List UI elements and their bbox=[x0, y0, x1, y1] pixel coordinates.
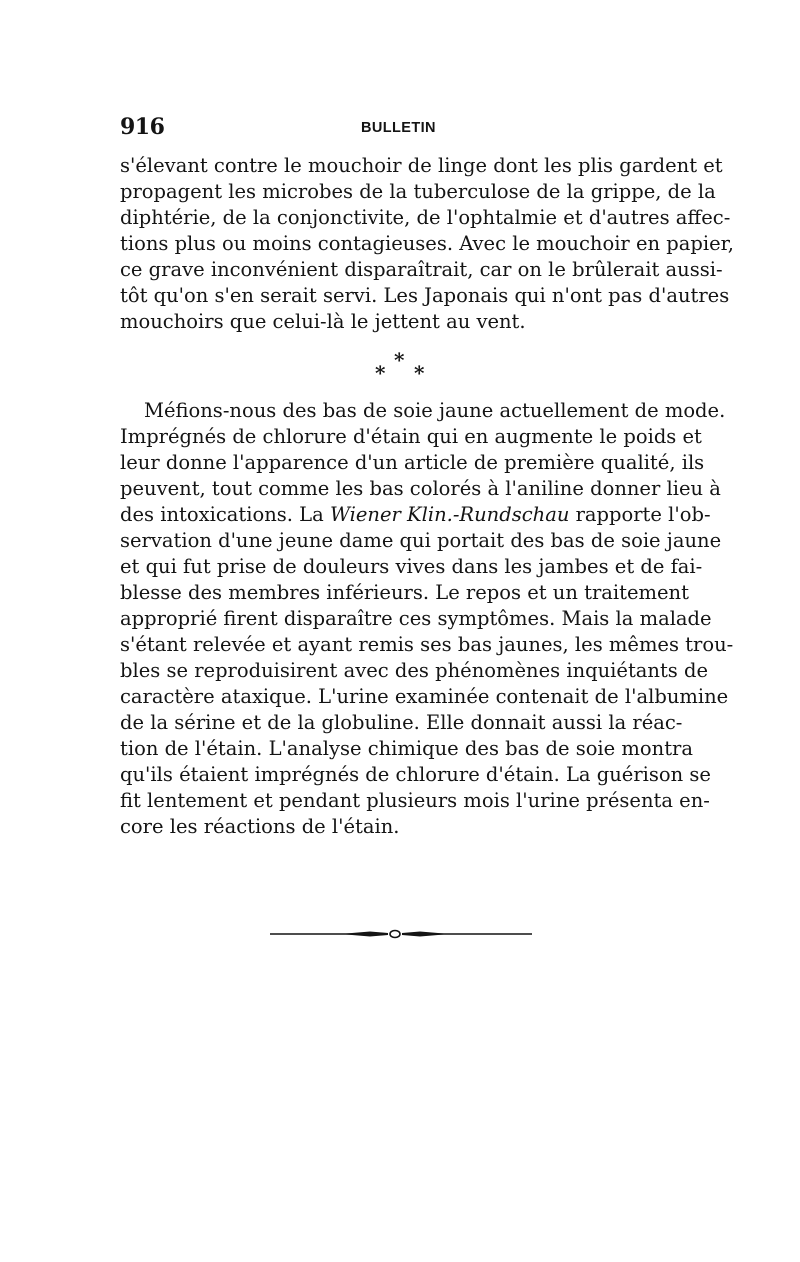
asterism-star: * bbox=[375, 361, 386, 385]
text-line: fit lentement et pendant plusieurs mois l'urine présenta en- bbox=[120, 789, 710, 812]
journal-title: Wiener Klin.-Rundschau bbox=[329, 503, 570, 526]
page-header bbox=[120, 114, 680, 140]
asterism-separator bbox=[360, 348, 440, 388]
text-segment: rapporte l'ob- bbox=[569, 503, 711, 526]
text-line: s'élevant contre le mouchoir de linge dont les plis gardent et bbox=[120, 154, 723, 177]
text-line: servation d'une jeune dame qui portait des bas de soie jaune bbox=[120, 529, 722, 552]
text-line: et qui fut prise de douleurs vives dans les jambes et de fai- bbox=[120, 555, 703, 578]
paragraph-handkerchief bbox=[120, 153, 734, 335]
asterism-star: * bbox=[394, 348, 405, 372]
text-line: propagent les microbes de la tuberculose de la grippe, de la bbox=[120, 180, 716, 203]
text-line: caractère ataxique. L'urine examinée contenait de l'albumine bbox=[120, 685, 729, 708]
text-line: blesse des membres inférieurs. Le repos et un traitement bbox=[120, 581, 689, 604]
text-line: de la sérine et de la globuline. Elle donnait aussi la réac- bbox=[120, 711, 683, 734]
paragraph-silk-stockings bbox=[120, 398, 734, 840]
asterism-star: * bbox=[414, 361, 425, 385]
page-number: 916 bbox=[120, 114, 165, 140]
text-line: leur donne l'apparence d'un article de première qualité, ils bbox=[120, 451, 705, 474]
text-line: Imprégnés de chlorure d'étain qui en augmente le poids et bbox=[120, 425, 702, 448]
text-line: tion de l'étain. L'analyse chimique des bas de soie montra bbox=[120, 737, 693, 760]
text-line: tions plus ou moins contagieuses. Avec le mouchoir en papier, bbox=[120, 232, 734, 255]
text-line: ce grave inconvénient disparaîtrait, car on le brûlerait aussi- bbox=[120, 258, 723, 281]
text-line: tôt qu'on s'en serait servi. Les Japonais qui n'ont pas d'autres bbox=[120, 284, 730, 307]
text-line: Méfions-nous des bas de soie jaune actuellement de mode. bbox=[144, 399, 726, 422]
text-line: approprié firent disparaître ces symptômes. Mais la malade bbox=[120, 607, 712, 630]
ornament-rule-icon bbox=[270, 922, 532, 946]
text-line: diphtérie, de la conjonctivite, de l'ophtalmie et d'autres affec- bbox=[120, 206, 731, 229]
text-line: mouchoirs que celui-là le jettent au vent. bbox=[120, 310, 526, 333]
text-line: bles se reproduisirent avec des phénomènes inquiétants de bbox=[120, 659, 709, 682]
running-head: BULLETIN bbox=[361, 120, 436, 136]
text-segment: des intoxications. La bbox=[120, 503, 330, 526]
text-line: peuvent, tout comme les bas colorés à l'aniline donner lieu à bbox=[120, 477, 721, 500]
text-line: s'étant relevée et ayant remis ses bas jaunes, les mêmes trou- bbox=[120, 633, 734, 656]
text-line: qu'ils étaient imprégnés de chlorure d'étain. La guérison se bbox=[120, 763, 711, 786]
text-line-with-citation bbox=[120, 502, 711, 528]
end-ornament-rule bbox=[270, 922, 532, 946]
text-line: core les réactions de l'étain. bbox=[120, 815, 400, 838]
